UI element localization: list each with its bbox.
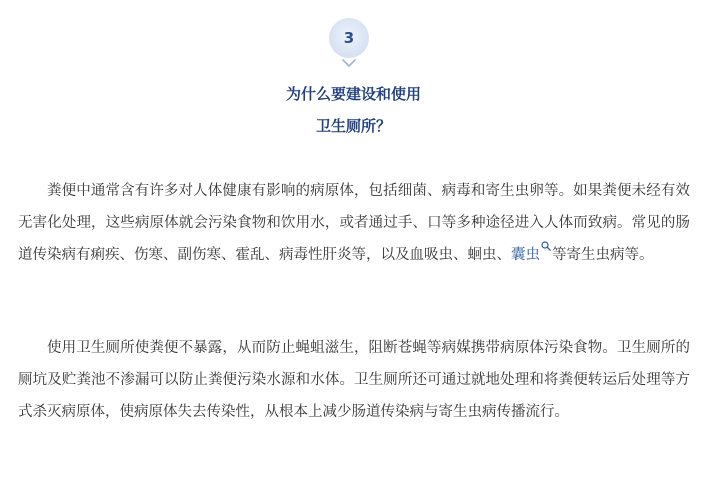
section-title-line-1: 为什么要建设和使用 (285, 85, 421, 103)
section-number: 3 (329, 18, 369, 58)
paragraph-text: 粪便中通常含有许多对人体健康有影响的病原体，包括细菌、病毒和寄生虫卵等。如果粪便未经有效无害化处理，这些病原体就会污染食物和饮用水，或者通过手、口等多种途径进入人体而致病。常见的肠道传染病有痢疾、伤寒、副伤寒、霍乱、病毒性肝炎等，以及血吸虫、蛔虫、 (18, 183, 690, 263)
section-number-badge (0, 18, 707, 70)
search-icon[interactable] (541, 241, 551, 251)
keyword-link[interactable]: 囊虫 (511, 247, 540, 263)
section-title-line-2: 卫生厕所？ (315, 117, 391, 135)
paragraph-sanitary-toilet-benefits: 使用卫生厕所使粪便不暴露，从而防止蝇蛆滋生，阻断苍蝇等病媒携带病原体污染食物。卫生厕所的厕坑及贮粪池不渗漏可以防止粪便污染水源和水体。卫生厕所还可通过就地处理和将粪便转运后处理等方式杀灭病原体，使病原体失去传染性，从根本上减少肠道传染病与寄生虫病传播流行。 (18, 340, 690, 420)
paragraph-disease-risks (18, 175, 690, 271)
paragraph-text: 等寄生虫病等。 (552, 247, 654, 263)
chevron-down-icon (342, 59, 356, 68)
